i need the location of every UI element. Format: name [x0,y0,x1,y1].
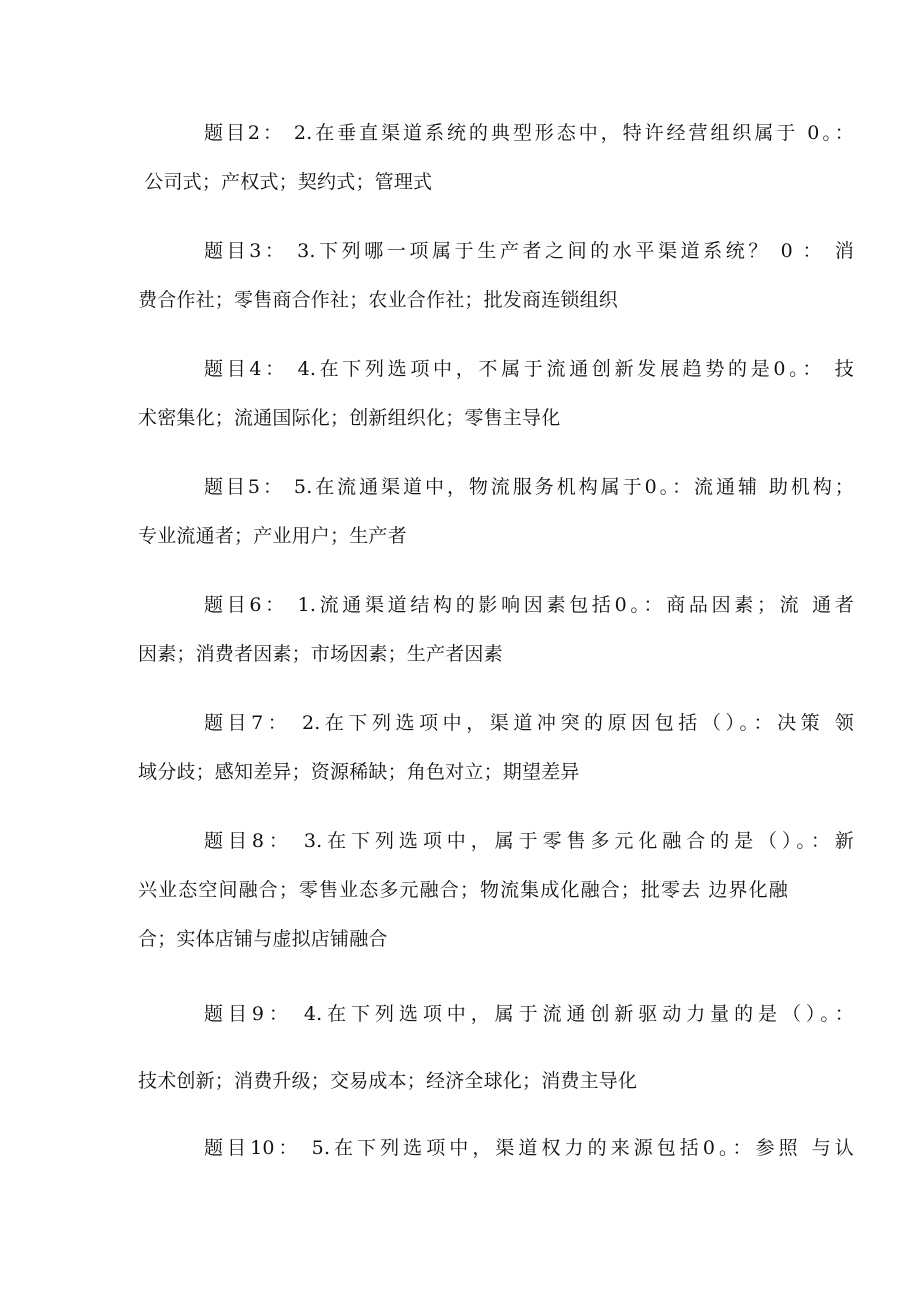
question-3-line-2: 费合作社；零售商合作社；农业合作社；批发商连锁组织 [138,289,619,311]
question-7-line-2: 域分歧；感知差异；资源稀缺；角色对立；期望差异 [138,761,580,783]
question-9-line-1: 题目9： 4.在下列选项中，属于流通创新驱动力量的是（）。： [204,1003,854,1025]
question-3-line-1: 题目3： 3.下列哪一项属于生产者之间的水平渠道系统？ 0 ： 消 [204,240,854,262]
question-5-line-2: 专业流通者；产业用户；生产者 [138,525,407,547]
question-2-line-2: 公司式；产权式；契约式；管理式 [138,171,433,193]
question-5-line-1: 题目5： 5.在流通渠道中，物流服务机构属于0。：流通辅 助机构； [204,476,854,498]
question-6-line-1: 题目6： 1.流通渠道结构的影响因素包括0。：商品因素；流 通者 [204,594,854,616]
question-4-line-2: 术密集化；流通国际化；创新组织化；零售主导化 [138,407,561,429]
question-7-line-1: 题目7： 2.在下列选项中，渠道冲突的原因包括（）。：决策 领 [204,712,854,734]
question-4-line-1: 题目4： 4.在下列选项中，不属于流通创新发展趋势的是0。： 技 [204,358,854,380]
question-6-line-2: 因素；消费者因素；市场因素；生产者因素 [138,643,503,665]
question-8-line-2: 兴业态空间融合；零售业态多元融合；物流集成化融合；批零去 边界化融 [138,879,788,901]
question-8-line-1: 题目8： 3.在下列选项中，属于零售多元化融合的是（）。：新 [204,830,854,852]
question-9-line-2: 技术创新；消费升级；交易成本；经济全球化；消费主导化 [138,1070,638,1092]
question-10-line-1: 题目10： 5.在下列选项中，渠道权力的来源包括0。：参照 与认 [204,1137,854,1159]
question-2-line-1: 题目2： 2.在垂直渠道系统的典型形态中，特许经营组织属于 0。： [204,122,854,144]
question-8-line-3: 合；实体店铺与虚拟店铺融合 [138,928,388,950]
